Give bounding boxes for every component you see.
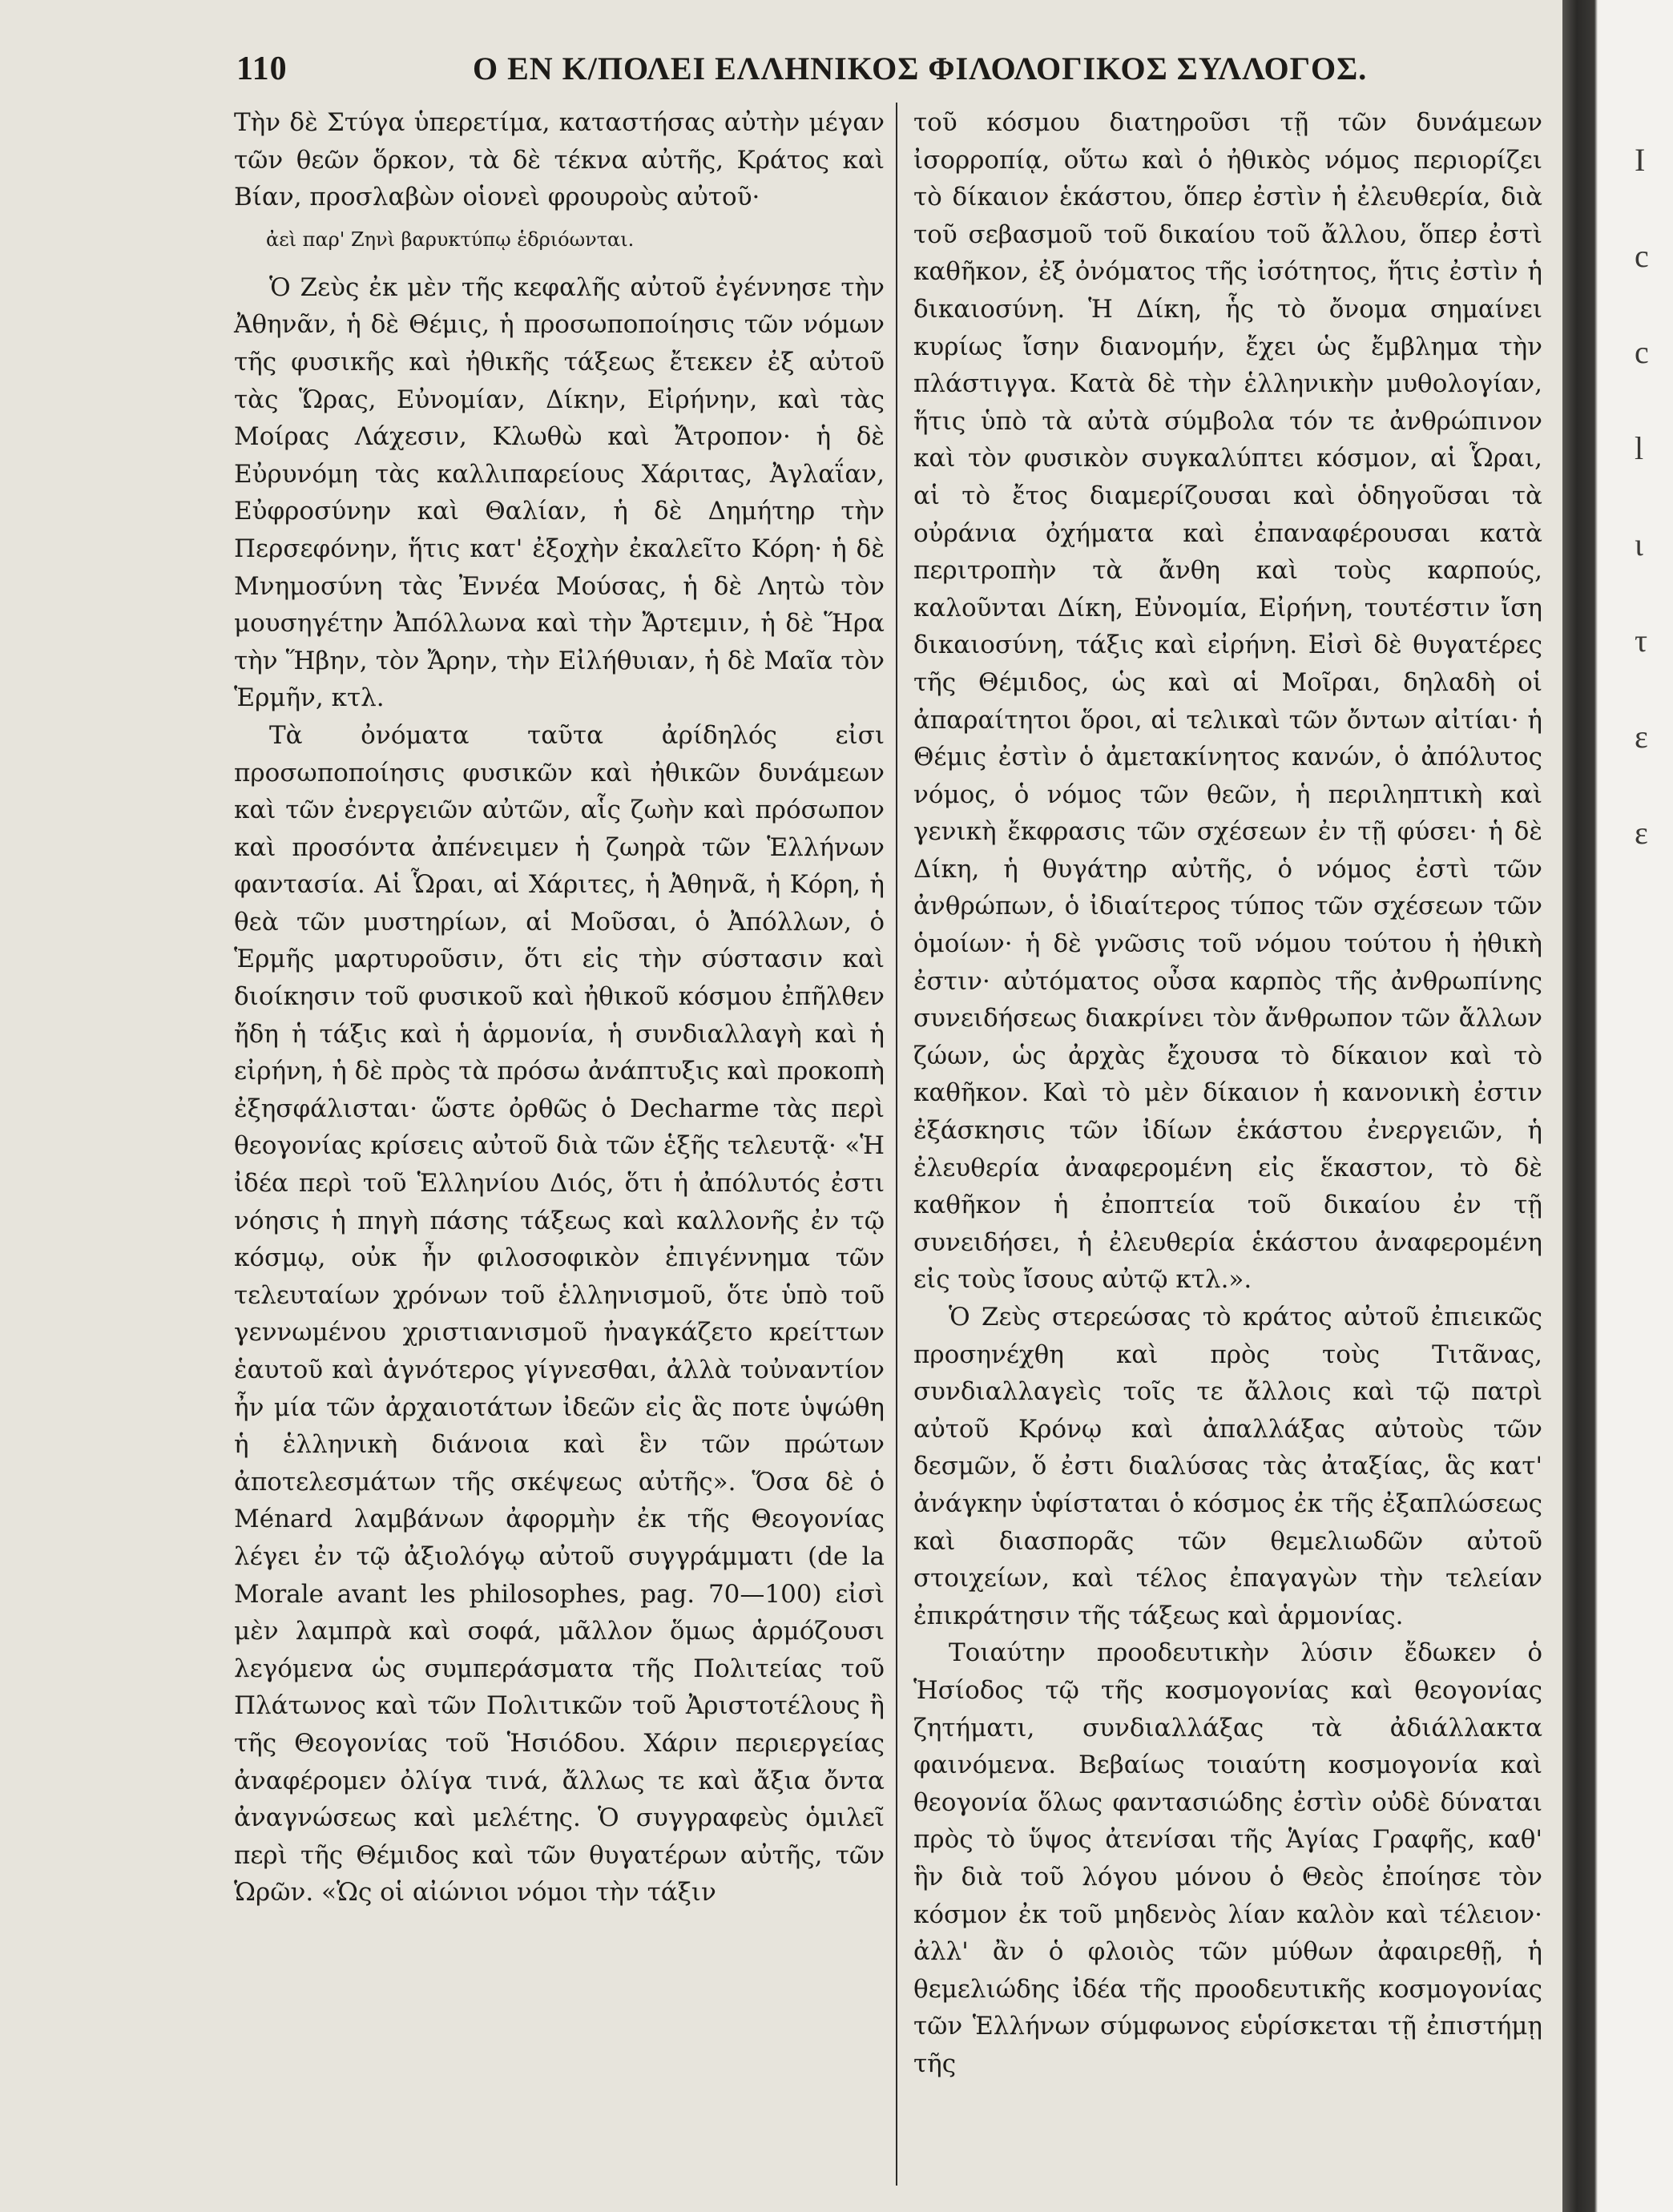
column-divider [896, 103, 897, 2186]
fragment-letter: l [1635, 430, 1644, 466]
fragment-letter: ι [1635, 526, 1643, 562]
fragment-letter: ε [1635, 719, 1648, 755]
paragraph-styx: Τὴν δὲ Στύγα ὑπερετίμα, καταστήσας αὐτὴν μέγαν τῶν θεῶν ὅρκον, τὰ δὲ τέκνα αὐτῆς, Κράτος καὶ Βίαν, προσλαβὼν οἱονεὶ φρουροὺς αὐτοῦ· [234, 108, 885, 212]
fragment-letter: c [1635, 334, 1649, 370]
fragment-letter: τ [1635, 623, 1648, 659]
paragraph-zeus-offspring: Ὁ Ζεὺς ἐκ μὲν τῆς κεφαλῆς αὐτοῦ ἐγέννησε τὴν Ἀθηνᾶν, ἡ δὲ Θέμις, ἡ προσωποποίησις τῶν νόμων τῆς φυσικῆς καὶ ἠθικῆς τάξεως ἔτεκεν ἐξ αὐτοῦ τὰς Ὥρας, Εὐνομίαν, Δίκην, Εἰρήνην, καὶ τὰς Μοίρας Λάχεσιν, Κλωθὼ καὶ Ἄτροπον· ἡ δὲ Εὐρυνόμη τὰς καλλιπαρείους Χάριτας, Ἀγλαΐαν, Εὐφροσύνην καὶ Θαλίαν, ἡ δὲ Δημήτηρ τὴν Περσεφόνην, ἥτις κατ' ἐξοχὴν ἐκαλεῖτο Κόρη· ἡ δὲ Μνημοσύνη τὰς Ἐννέα Μούσας, ἡ δὲ Λητὼ τὸν μουσηγέτην Ἀπόλλωνα καὶ τὴν Ἄρτεμιν, ἡ δὲ Ἥρα τὴν Ἥβην, τὸν Ἄρην, τὴν Εἰλήθυιαν, ἡ δὲ Μαῖα τὸν Ἑρμῆν, κτλ. [234, 272, 885, 713]
paragraph-names-personification: Τὰ ὀνόματα ταῦτα ἀρίδηλός εἰσι προσωποποίησις φυσικῶν καὶ ἠθικῶν δυνάμεων καὶ τῶν ἐνεργειῶν αὐτῶν, αἷς ζωὴν καὶ πρόσωπον καὶ προσόντα ἀπένειμεν ἡ ζωηρὰ τῶν Ἑλλήνων φαντασία. Αἱ Ὧραι, αἱ Χάριτες, ἡ Ἀθηνᾶ, ἡ Κόρη, ἡ θεὰ τῶν μυστηρίων, αἱ Μοῦσαι, ὁ Ἀπόλλων, ὁ Ἑρμῆς μαρτυροῦσιν, ὅτι εἰς τὴν σύστασιν καὶ διοίκησιν τοῦ φυσικοῦ καὶ ἠθικοῦ κόσμου ἐπῆλθεν ἤδη ἡ τάξις καὶ ἡ ἁρμονία, ἡ συνδιαλλαγὴ καὶ ἡ εἰρήνη, ἡ δὲ πρὸς τὰ πρόσω ἀνάπτυξις καὶ προκοπὴ ἐξησφάλισται· ὥστε ὀρθῶς ὁ Decharme τὰς περὶ θεογονίας κρίσεις αὐτοῦ διὰ τῶν ἑξῆς τελευτᾷ· «Ἡ ἰδέα περὶ τοῦ Ἑλληνίου Διός, ὅτι ἡ ἀπόλυτός ἐστι νόησις ἡ πηγὴ πάσης τάξεως καὶ καλλονῆς ἐν τῷ κόσμῳ, οὐκ ἦν φιλοσοφικὸν ἐπιγέννημα τῶν τελευταίων χρόνων τοῦ ἑλληνισμοῦ, ὅτε ὑπὸ τοῦ γεννωμένου χριστιανισμοῦ ἠναγκάζετο κρείττων ἑαυτοῦ καὶ ἁγνότερος γίγνεσθαι, ἀλλὰ τοὐναντίον ἦν μία τῶν ἀρχαιοτάτων ἰδεῶν εἰς ἃς ποτε ὑψώθη ἡ ἑλληνικὴ διάνοια καὶ ἓν τῶν πρώτων ἀποτελεσμάτων τῆς σκέψεως αὐτῆς». Ὅσα δὲ ὁ Ménard λαμβάνων ἀφορμὴν ἐκ τῆς Θεογονίας λέγει ἐν τῷ ἀξιολόγῳ αὐτοῦ συγγράμματι (de la Morale avant les philosophes, pag. 70—100) εἰσὶ μὲν λαμπρὰ καὶ σοφά, μᾶλλον ὅμως ἁρμόζουσι λεγόμενα ὡς συμπεράσματα τῆς Πολιτείας τοῦ Πλάτωνος καὶ τῶν Πολιτικῶν τοῦ Ἀριστοτέλους ἢ τῆς Θεογονίας τοῦ Ἡσιόδου. Χάριν περιεργείας ἀναφέρομεν ὀλίγα τινά, ἄλλως τε καὶ ἄξια ὄντα ἀναγνώσεως καὶ μελέτης. Ὁ συγγραφεὺς ὁμιλεῖ περὶ τῆς Θέμιδος καὶ τῶν θυγατέρων αὐτῆς, τῶν Ὡρῶν. «Ὡς οἱ αἰώνιοι νόμοι τὴν τάξιν [234, 720, 885, 1908]
verse-quote: ἀεὶ παρ' Ζηνὶ βαρυκτύπῳ ἑδριόωνται. [266, 228, 635, 251]
journal-title: Ο ΕΝ Κ/ΠΟΛΕΙ ΕΛΛΗΝΙΚΟΣ ΦΙΛΟΛΟΓΙΚΟΣ ΣΥΛΛΟΓΟΣ. [473, 50, 1368, 87]
fragment-letter: I [1635, 142, 1646, 178]
left-column [234, 104, 885, 1912]
adjacent-page-fragments [1635, 112, 1667, 881]
page-number: 110 [236, 50, 288, 87]
paragraph-moral-law: τοῦ κόσμου διατηροῦσι τῇ τῶν δυνάμεων ἰσορροπίᾳ, οὕτω καὶ ὁ ἠθικὸς νόμος περιορίζει τὸ δίκαιον ἑκάστου, ὅπερ ἐστὶν ἡ ἐλευθερία, διὰ τοῦ σεβασμοῦ τοῦ δικαίου τοῦ ἄλλου, ὅπερ ἐστὶ καθῆκον, ἐξ ὀνόματος τῆς ἰσότητος, ἥτις ἐστὶν ἡ δικαιοσύνη. Ἡ Δίκη, ἧς τὸ ὄνομα σημαίνει κυρίως ἴσην διανομήν, ἔχει ὡς ἔμβλημα τὴν πλάστιγγα. Κατὰ δὲ τὴν ἑλληνικὴν μυθολογίαν, ἥτις ὑπὸ τὰ αὐτὰ σύμβολα τόν τε ἀνθρώπινον καὶ τὸν φυσικὸν συγκαλύπτει κόσμον, αἱ Ὧραι, αἱ τὸ ἔτος διαμερίζουσαι καὶ ὁδηγοῦσαι τὰ οὐράνια ὀχήματα καὶ ἐπαναφέρουσαι κατὰ περιτροπὴν τὰ ἄνθη καὶ τοὺς καρπούς, καλοῦνται Δίκη, Εὐνομία, Εἰρήνη, τουτέστιν ἴση δικαιοσύνη, τάξις καὶ εἰρήνη. Εἰσὶ δὲ θυγατέρες τῆς Θέμιδος, ὡς καὶ αἱ Μοῖραι, δηλαδὴ οἱ ἀπαραίτητοι ὅροι, αἱ τελικαὶ τῶν ὄντων αἰτίαι· ἡ Θέμις ἐστὶν ὁ ἀμετακίνητος κανών, ὁ ἀπόλυτος νόμος, ὁ νόμος τῶν θεῶν, ἡ περιληπτικὴ καὶ γενικὴ ἔκφρασις τῶν σχέσεων ἐν τῇ φύσει· ἡ δὲ Δίκη, ἡ θυγάτηρ αὐτῆς, ὁ νόμος ἐστὶ τῶν ἀνθρώπων, ὁ ἰδιαίτερος τύπος τῶν σχέσεων τῶν ὁμοίων· ἡ δὲ γνῶσις τοῦ νόμου τούτου ἡ ἠθικὴ ἐστιν· αὐτόματος οὖσα καρπὸς τῆς ἀνθρωπίνης συνειδήσεως διακρίνει τὸν ἄνθρωπον τῶν ἄλλων ζώων, ὡς ἀρχὰς ἔχουσα τὸ δίκαιον καὶ τὸ καθῆκον. Καὶ τὸ μὲν δίκαιον ἡ κανονικὴ ἐστιν ἐξάσκησις τῶν ἰδίων ἑκάστου ἐνεργειῶν, ἡ ἐλευθερία ἀναφερομένη εἰς ἕκαστον, τὸ δὲ καθῆκον ἡ ἐποπτεία τοῦ δικαίου ἐν τῇ συνειδήσει, ἡ ἐλευθερία ἑκάστου ἀναφερομένη εἰς τοὺς ἴσους αὐτῷ κτλ.». [913, 108, 1542, 1295]
fragment-letter: c [1635, 238, 1649, 274]
fragment-letter: ε [1635, 815, 1648, 851]
right-column [913, 104, 1542, 2082]
paragraph-progressive-solution: Τοιαύτην προοδευτικὴν λύσιν ἔδωκεν ὁ Ἡσίοδος τῷ τῆς κοσμογονίας καὶ θεογονίας ζητήματι, συνδιαλλάξας τὰ ἀδιάλλακτα φαινόμενα. Βεβαίως τοιαύτη κοσμογονία καὶ θεογονία ὅλως φαντασιώδης ἐστὶν οὐδὲ δύναται πρὸς τὸ ὕψος ἀτενίσαι τῆς Ἁγίας Γραφῆς, καθ' ἣν διὰ τοῦ λόγου μόνου ὁ Θεὸς ἐποίησε τὸν κόσμον ἐκ τοῦ μηδενὸς λίαν καλὸν καὶ τέλειον· ἀλλ' ἂν ὁ φλοιὸς τῶν μύθων ἀφαιρεθῇ, ἡ θεμελιώδης ἰδέα τῆς προοδευτικῆς κοσμογονίας τῶν Ἑλλήνων σύμφωνος εὑρίσκεται τῇ ἐπιστήμῃ τῆς [913, 1638, 1542, 2078]
paragraph-titans: Ὁ Ζεὺς στερεώσας τὸ κράτος αὐτοῦ ἐπιεικῶς προσηνέχθη καὶ πρὸς τοὺς Τιτᾶνας, συνδιαλλαγεὶς τοῖς τε ἄλλοις καὶ τῷ πατρὶ αὐτοῦ Κρόνῳ καὶ ἀπαλλάξας αὐτοὺς τῶν δεσμῶν, ὅ ἐστι διαλύσας τὰς ἀταξίας, ἃς κατ' ἀνάγκην ὑφίσταται ὁ κόσμος ἐκ τῆς ἐξαπλώσεως καὶ διασπορᾶς τῶν θεμελιωδῶν αὐτοῦ στοιχείων, καὶ τέλος ἐπαγαγὼν τὴν τελείαν ἐπικράτησιν τῆς τάξεως καὶ ἁρμονίας. [913, 1303, 1542, 1630]
